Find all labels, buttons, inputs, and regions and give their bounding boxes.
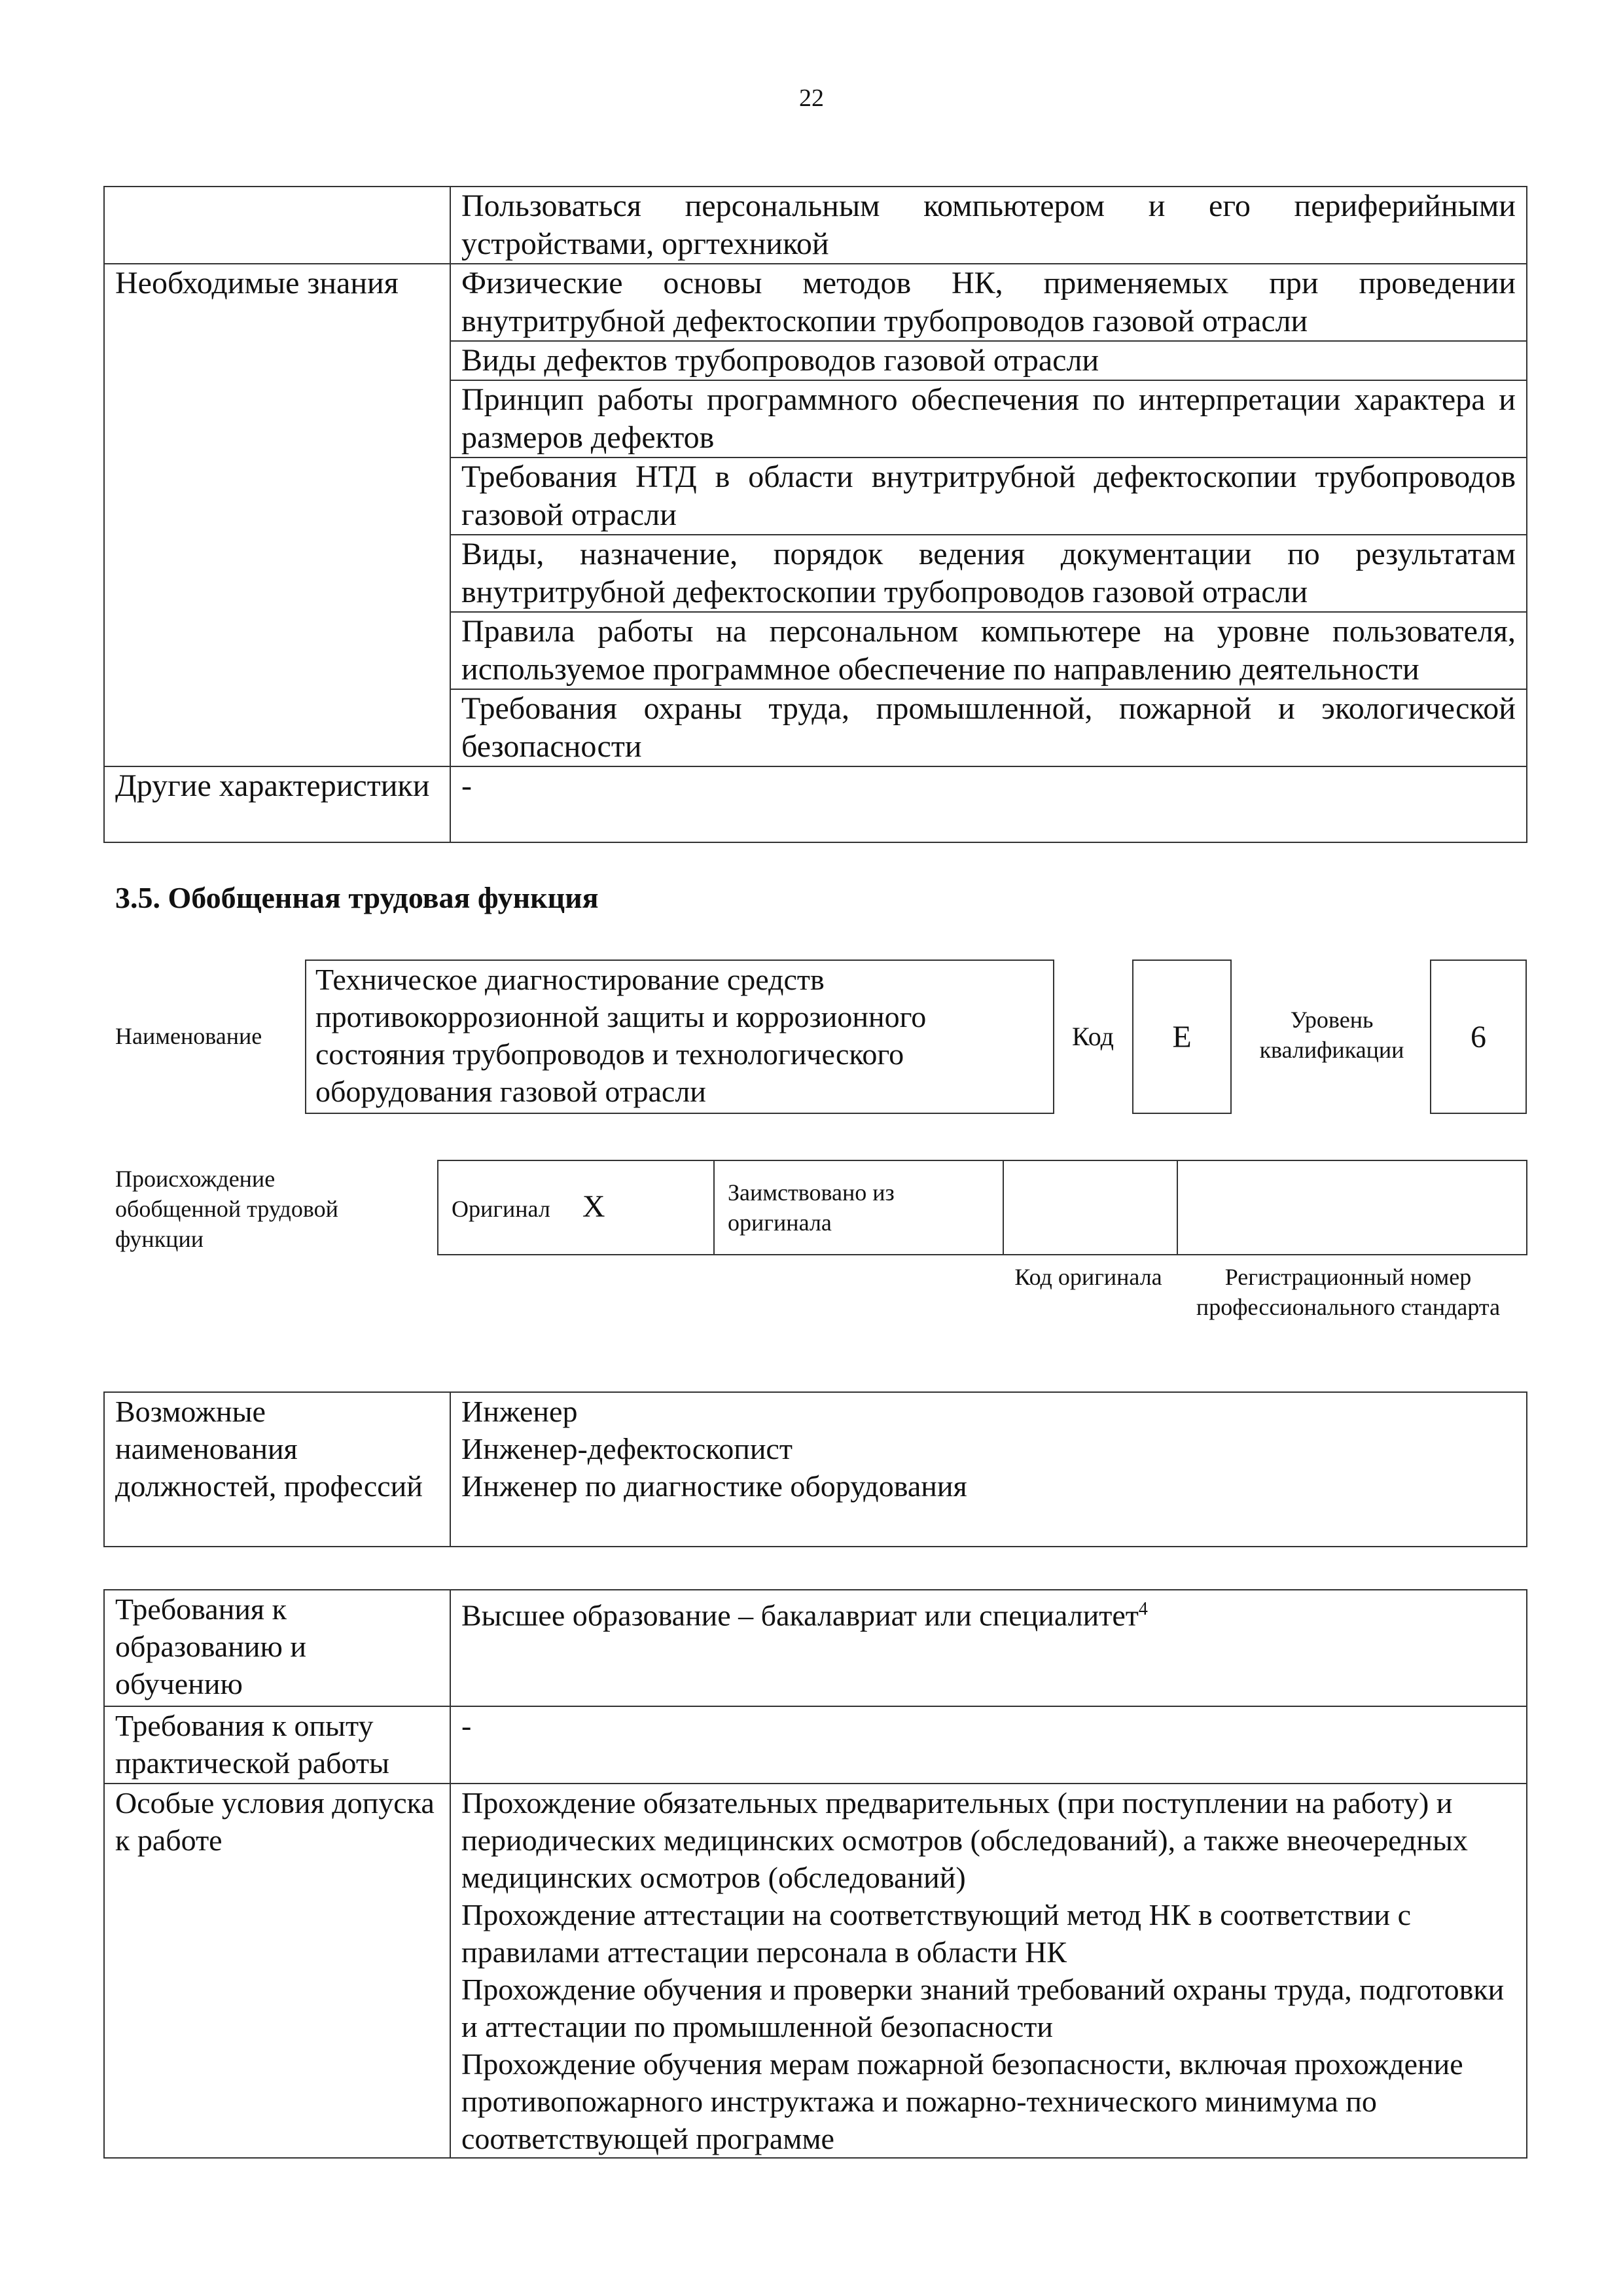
- education-label: Требования к образованию и обучению: [104, 1590, 450, 1706]
- knowledge-label: Необходимые знания: [104, 264, 450, 766]
- conditions-label: Особые условия допуска к работе: [104, 1784, 450, 2158]
- table-row: [104, 1590, 1527, 1706]
- origin-table: [437, 1160, 1527, 1255]
- section-title: 3.5. Обобщенная трудовая функция: [115, 881, 599, 914]
- knowledge-item: Правила работы на персональном компьютере на уровне пользователя, используемое программное обеспечение по направлению деятельности: [450, 612, 1527, 689]
- original-label: Оригинал: [452, 1195, 550, 1222]
- original-code-cell: [1003, 1160, 1177, 1255]
- positions-list: [450, 1392, 1527, 1547]
- page-number: 22: [799, 84, 824, 112]
- table-row: [438, 1160, 1527, 1255]
- list-item: Прохождение обучения мерам пожарной безопасности, включая прохождение противопожарного инструктажа и пожарно-технического минимума по соответствующей программе: [461, 2047, 1463, 2155]
- code-label: Код: [1072, 1022, 1114, 1051]
- table-row: [104, 1784, 1527, 2158]
- name-label: Наименование: [115, 1023, 262, 1049]
- footnote-mark: 4: [1138, 1599, 1148, 1619]
- table-row: [104, 264, 1527, 341]
- experience-value: -: [450, 1706, 1527, 1784]
- education-cell: [450, 1590, 1527, 1706]
- reg-caption: Регистрационный номер профессионального стандарта: [1196, 1264, 1501, 1320]
- knowledge-table: [103, 186, 1527, 843]
- requirements-table: [103, 1589, 1527, 2159]
- origin-label: Происхождение обобщенной трудовой функции: [115, 1166, 338, 1252]
- conditions-list: [450, 1784, 1527, 2158]
- code-caption: Код оригинала: [1014, 1264, 1162, 1290]
- level-label: Уровень квалификации: [1259, 1007, 1404, 1063]
- other-value: -: [450, 766, 1527, 842]
- knowledge-item: Требования охраны труда, промышленной, пожарной и экологической безопасности: [450, 689, 1527, 766]
- other-label: Другие характеристики: [104, 766, 450, 842]
- education-value: Высшее образование – бакалавриат или специалитет: [461, 1598, 1139, 1632]
- function-name-box: Техническое диагностирование средств противокоррозионной защиты и коррозионного состояния трубопроводов и технологического оборудования газовой отрасли: [305, 960, 1054, 1114]
- skill-cell: Пользоваться персональным компьютером и его периферийными устройствами, оргтехникой: [450, 187, 1527, 264]
- experience-label: Требования к опыту практической работы: [104, 1706, 450, 1784]
- empty-cell: [104, 187, 450, 264]
- level-box: [1430, 960, 1527, 1114]
- list-item: Прохождение обязательных предварительных (при поступлении на работу) и периодических медицинских осмотров (обследований), а также внеочередных медицинских осмотров (обследований): [461, 1786, 1468, 1894]
- knowledge-item: Требования НТД в области внутритрубной дефектоскопии трубопроводов газовой отрасли: [450, 457, 1527, 535]
- list-item: Инженер: [461, 1395, 578, 1428]
- knowledge-item: Физические основы методов НК, применяемых при проведении внутритрубной дефектоскопии трубопроводов газовой отрасли: [450, 264, 1527, 341]
- positions-table: [103, 1391, 1527, 1547]
- list-item: Прохождение обучения и проверки знаний требований охраны труда, подготовки и аттестации по промышленной безопасности: [461, 1973, 1505, 2043]
- knowledge-item: Виды, назначение, порядок ведения документации по результатам внутритрубной дефектоскопии трубопроводов газовой отрасли: [450, 535, 1527, 612]
- table-row: [104, 766, 1527, 842]
- original-mark: X: [582, 1189, 605, 1224]
- reg-number-cell: [1177, 1160, 1527, 1255]
- table-row: [104, 187, 1527, 264]
- code-value: Е: [1172, 1019, 1192, 1054]
- level-value: 6: [1471, 1019, 1486, 1054]
- positions-label: Возможные наименования должностей, профессий: [104, 1392, 450, 1547]
- list-item: Инженер-дефектоскопист: [461, 1432, 793, 1465]
- knowledge-item: Виды дефектов трубопроводов газовой отрасли: [450, 341, 1527, 380]
- table-row: [104, 1706, 1527, 1784]
- code-box: [1132, 960, 1232, 1114]
- borrowed-cell: Заимствовано из оригинала: [714, 1160, 1003, 1255]
- original-cell: [438, 1160, 714, 1255]
- list-item: Инженер по диагностике оборудования: [461, 1469, 967, 1503]
- list-item: Прохождение аттестации на соответствующий метод НК в соответствии с правилами аттестации персонала в области НК: [461, 1898, 1411, 1969]
- knowledge-item: Принцип работы программного обеспечения по интерпретации характера и размеров дефектов: [450, 380, 1527, 457]
- table-row: [104, 1392, 1527, 1547]
